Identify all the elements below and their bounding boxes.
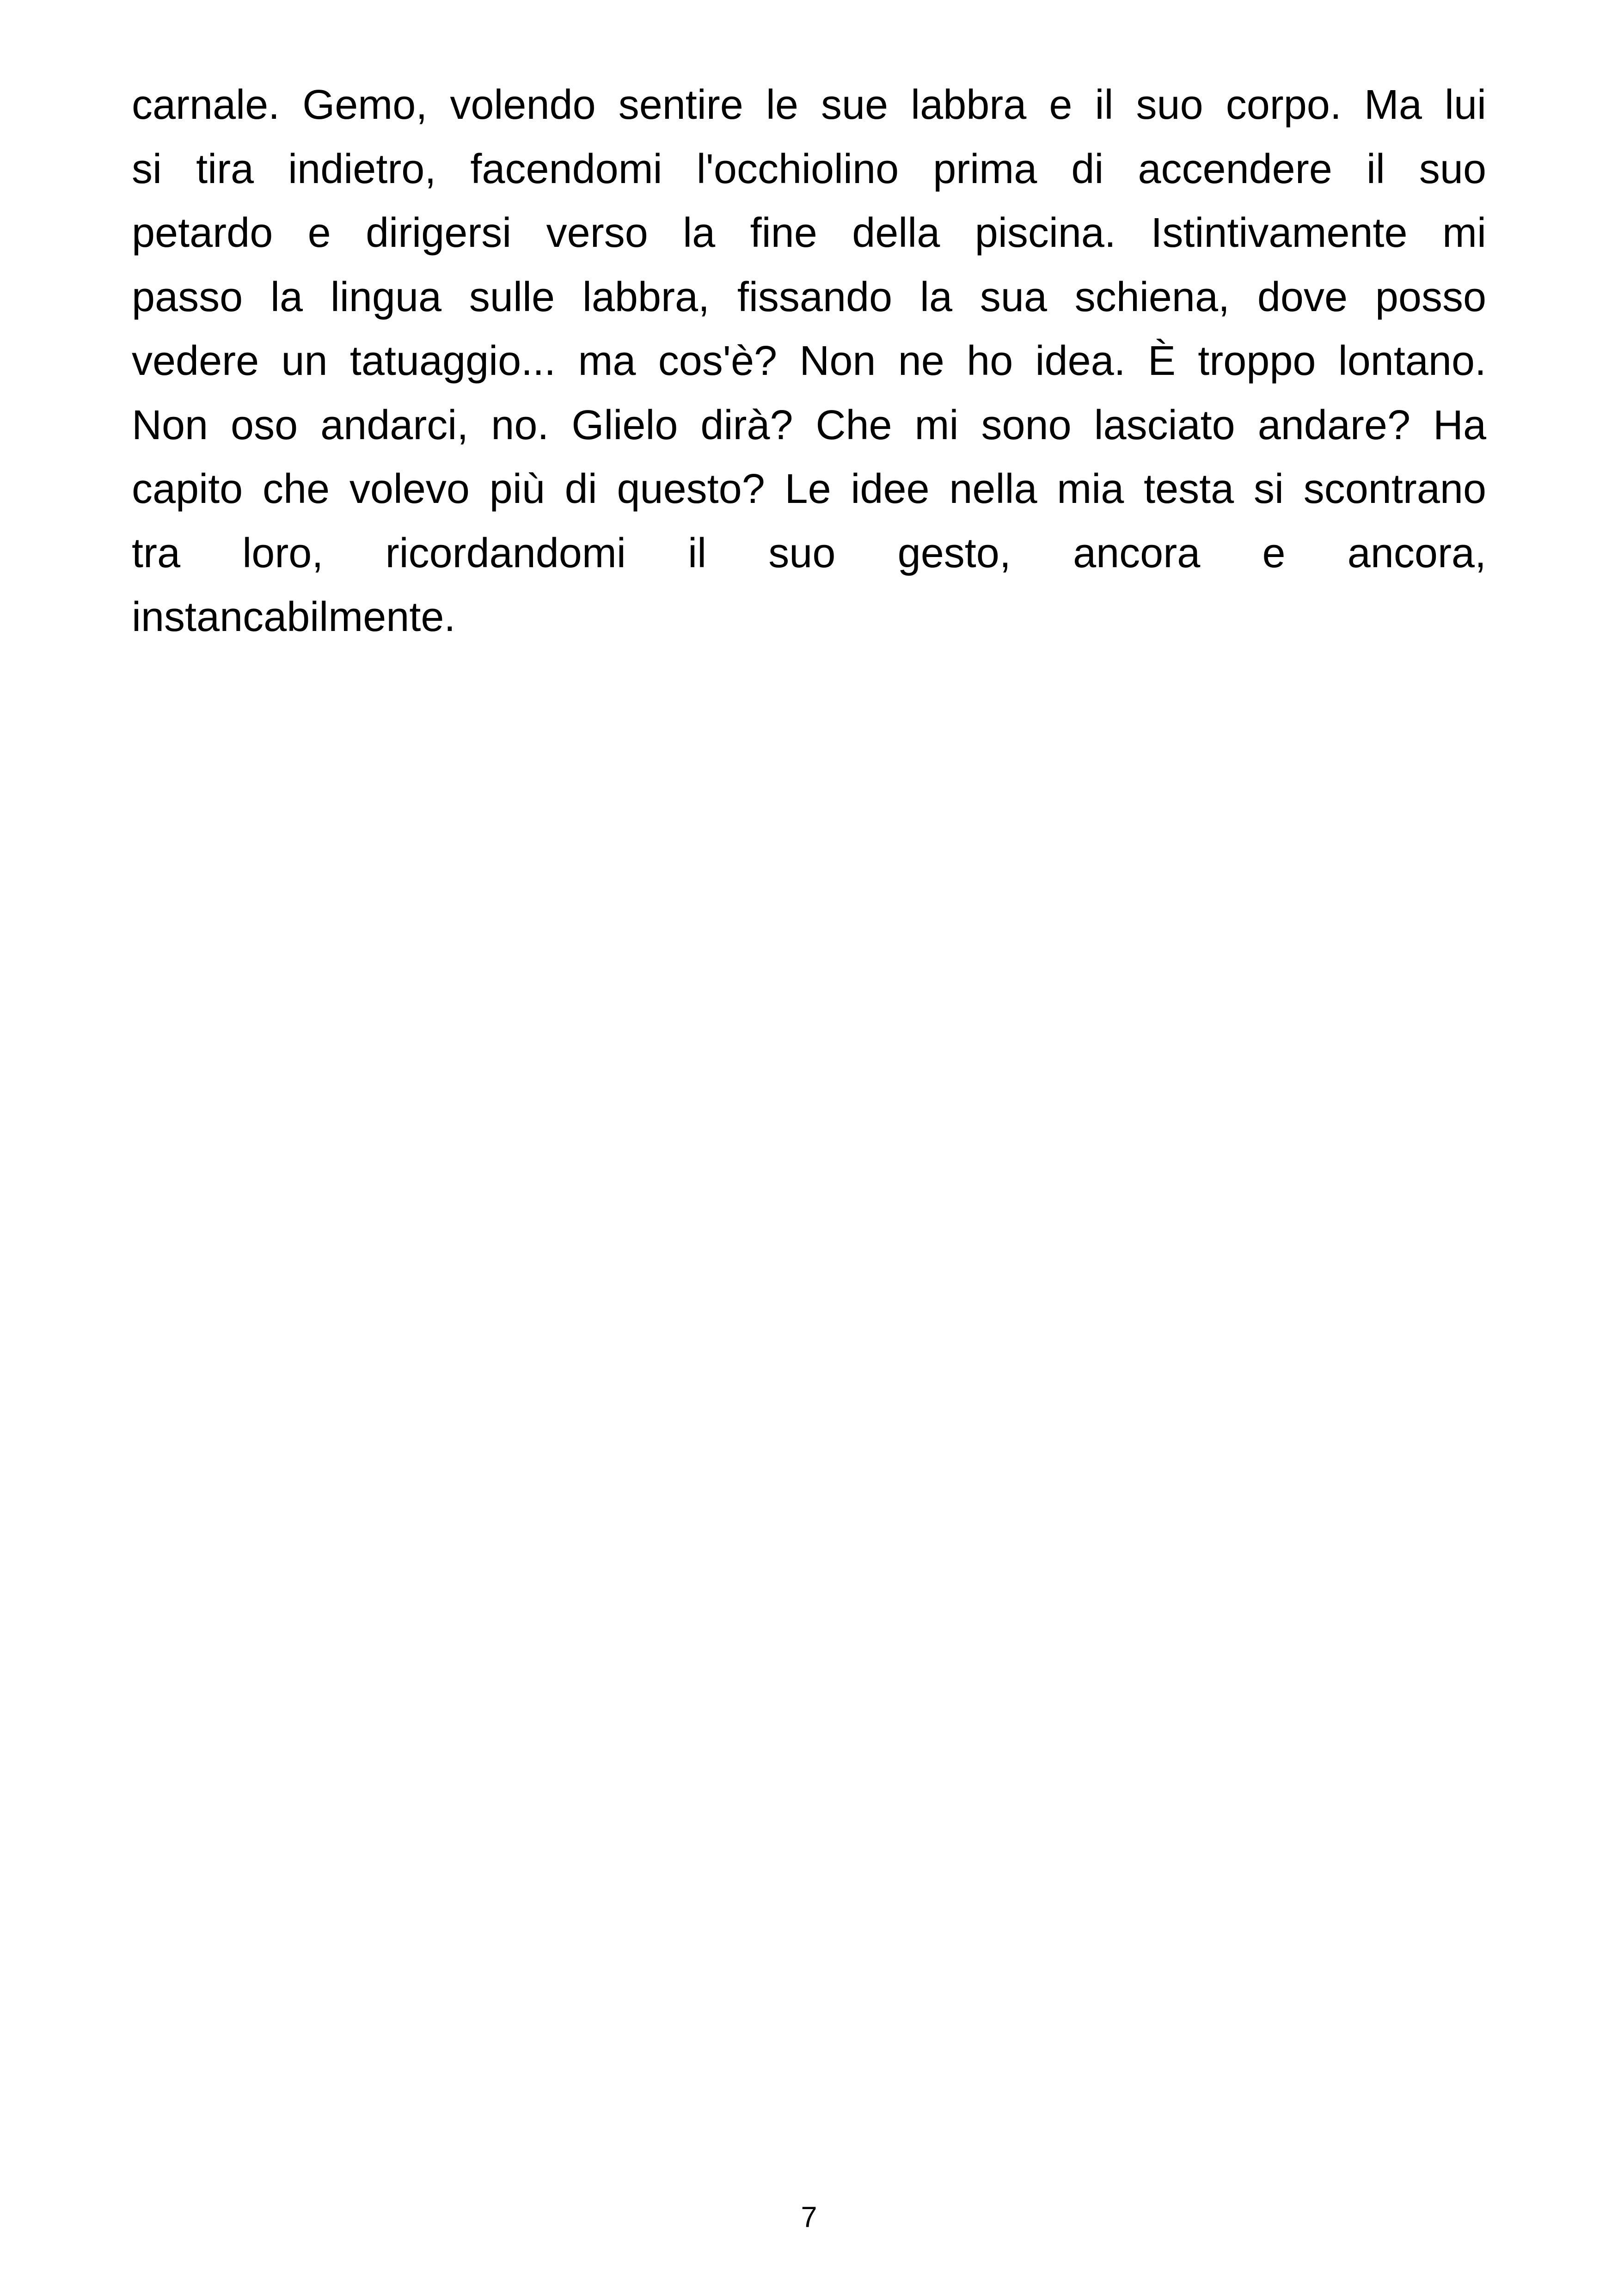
body-paragraph [132,73,1486,649]
paragraph-line: capito che volevo più di questo? Le idee nella mia testa si scontrano [132,466,1486,512]
paragraph-line: petardo e dirigersi verso la fine della piscina. Istintivamente mi [132,210,1486,256]
paragraph-line: Non oso andarci, no. Glielo dirà? Che mi sono lasciato andare? Ha [132,402,1486,448]
paragraph-line: instancabilmente. [132,594,456,640]
paragraph-line: passo la lingua sulle labbra, fissando la sua schiena, dove posso [132,274,1486,320]
page-number: 7 [801,2201,817,2234]
paragraph-line: si tira indietro, facendomi l'occhiolino prima di accendere il suo [132,146,1486,192]
paragraph-line: carnale. Gemo, volendo sentire le sue labbra e il suo corpo. Ma lui [132,82,1486,128]
paragraph-line: tra loro, ricordandomi il suo gesto, ancora e ancora, [132,530,1486,576]
paragraph-line: vedere un tatuaggio... ma cos'è? Non ne ho idea. È troppo lontano. [132,338,1486,384]
